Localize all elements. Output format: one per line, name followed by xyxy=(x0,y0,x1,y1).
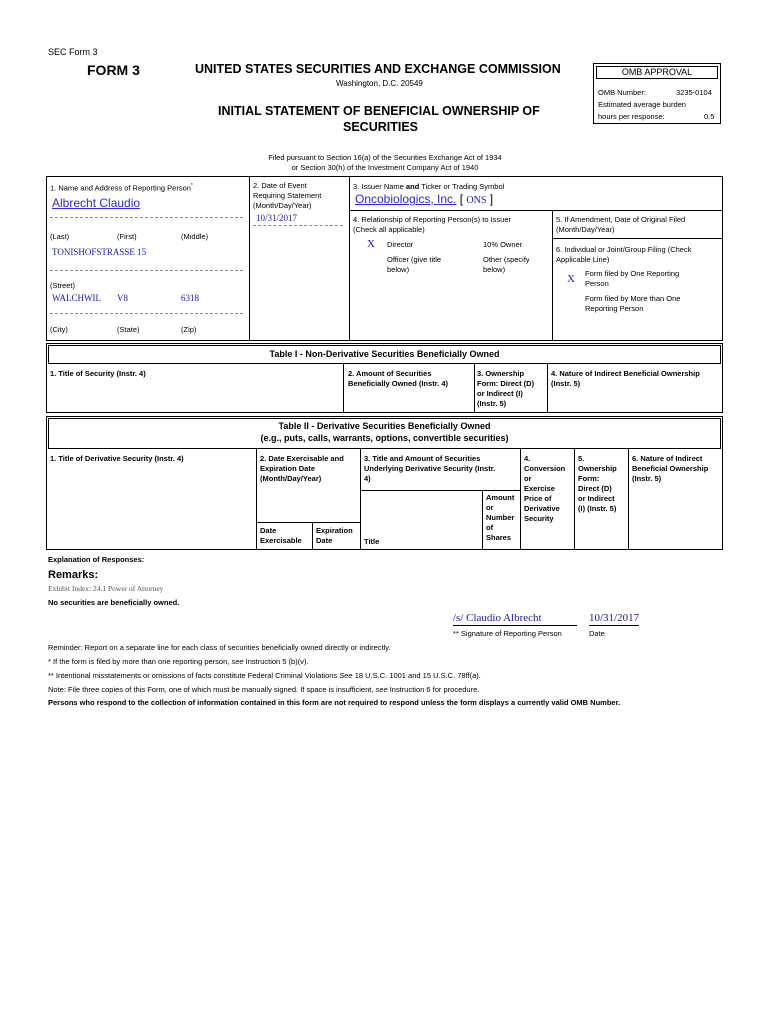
omb-number-label: OMB Number: xyxy=(598,88,646,97)
box5-label: 5. If Amendment, Date of Original Filed (Month/Day/Year) xyxy=(556,215,686,234)
signature-date-value: 10/31/2017 xyxy=(589,612,640,624)
agency-location: Washington, D.C. 20549 xyxy=(336,79,423,88)
director-check-mark: X xyxy=(367,238,375,250)
remarks-heading: Remarks: xyxy=(48,569,99,581)
state-label: (State) xyxy=(117,325,140,334)
event-date-value: 10/31/2017 xyxy=(256,213,298,223)
other-label: Other (specify below) xyxy=(483,255,530,274)
street-label: (Street) xyxy=(50,281,76,290)
director-label: Director xyxy=(387,240,414,249)
form-more-persons-label: Form filed by More than One Reporting Person xyxy=(585,294,681,313)
box1-label: 1. Name and Address of Reporting Person* xyxy=(50,183,193,193)
agency-title: UNITED STATES SECURITIES AND EXCHANGE COMMISSION xyxy=(195,62,561,76)
middle-label: (Middle) xyxy=(181,232,209,241)
table2-title-subheader: Title xyxy=(364,537,380,546)
one-person-check-mark: X xyxy=(567,273,575,285)
first-label: (First) xyxy=(117,232,137,241)
box6-label: 6. Individual or Joint/Group Filing (Check Applicable Line) xyxy=(556,245,692,264)
explanation-of-responses: Explanation of Responses: xyxy=(48,555,145,564)
sec-form-label: SEC Form 3 xyxy=(48,47,98,57)
ticker-value: ONS xyxy=(466,195,487,206)
city-value: WALCHWIL xyxy=(52,293,101,303)
table2-date-exercisable-header: Date Exercisable xyxy=(260,526,302,545)
city-label: (City) xyxy=(50,325,68,334)
table1-col1-header: 1. Title of Security (Instr. 4) xyxy=(50,369,146,378)
signature-label: ** Signature of Reporting Person xyxy=(453,629,562,638)
footnote-1: * If the form is filed by more than one reporting person, see Instruction 5 (b)(v). xyxy=(48,657,309,666)
table2-col5-header: 5. Ownership Form: Direct (D) or Indirect (I) (Instr. 5) xyxy=(578,454,617,513)
table2-amount-shares-header: Amount or Number of Shares xyxy=(486,493,515,542)
no-securities-remark: No securities are beneficially owned. xyxy=(48,598,180,607)
box4-label: 4. Relationship of Reporting Person(s) to Issuer (Check all applicable) xyxy=(353,215,511,234)
officer-label: Officer (give title below) xyxy=(387,255,442,274)
statement-title: INITIAL STATEMENT OF BENEFICIAL OWNERSHIP OF xyxy=(218,104,540,118)
exhibit-index: Exhibit Index: 24.1 Power of Attorney xyxy=(48,584,164,593)
form-title: FORM 3 xyxy=(87,62,140,78)
date-label: Date xyxy=(589,629,605,638)
form-one-person-label: Form filed by One Reporting Person xyxy=(585,269,680,288)
table2-col2-header: 2. Date Exercisable and Expiration Date (Month/Day/Year) xyxy=(260,454,344,483)
omb-burden-label: Estimated average burden xyxy=(598,100,686,109)
state-value: V8 xyxy=(117,293,128,303)
zip-value: 6318 xyxy=(181,293,199,303)
table2-expiration-date-header: Expiration Date xyxy=(316,526,353,545)
table2-title: Table II - Derivative Securities Beneficially Owned xyxy=(278,421,491,431)
omb-title: OMB APPROVAL xyxy=(621,67,693,77)
box2-label: 2. Date of Event Requiring Statement (Month/Day/Year) xyxy=(253,181,322,210)
ten-percent-owner-label: 10% Owner xyxy=(483,240,523,249)
filed-pursuant-line-2: or Section 30(h) of the Investment Company Act of 1940 xyxy=(291,163,479,172)
reporting-person-name-link[interactable]: Albrecht Claudio xyxy=(52,196,141,210)
omb-hours-value: 0.5 xyxy=(704,112,715,121)
table1-col4-header: 4. Nature of Indirect Beneficial Ownership (Instr. 5) xyxy=(551,369,700,388)
table2-subtitle: (e.g., puts, calls, warrants, options, convertible securities) xyxy=(260,433,509,443)
last-label: (Last) xyxy=(50,232,70,241)
box3-label: 3. Issuer Name and Ticker or Trading Symbol xyxy=(353,182,505,191)
issuer-line: Oncobiologics, Inc. [ ONS ] xyxy=(355,192,494,206)
omb-number-value: 3235-0104 xyxy=(676,88,712,97)
table1-col3-header: 3. Ownership Form: Direct (D) or Indirect (I) (Instr. 5) xyxy=(477,369,535,408)
table1-col2-header: 2. Amount of Securities Beneficially Owned (Instr. 4) xyxy=(348,369,449,388)
omb-hours-label: hours per response: xyxy=(598,112,665,121)
signature-value: /s/ Claudio Albrecht xyxy=(453,612,542,624)
issuer-name-link[interactable]: Oncobiologics, Inc. xyxy=(355,192,457,206)
table1-title: Table I - Non-Derivative Securities Beneficially Owned xyxy=(269,349,500,359)
table2-col6-header: 6. Nature of Indirect Beneficial Ownership (Instr. 5) xyxy=(632,454,709,483)
street-value: TONISHOFSTRASSE 15 xyxy=(52,247,147,257)
statement-title-2: SECURITIES xyxy=(343,120,419,134)
omb-persons-note: Persons who respond to the collection of information contained in this form are not required to respond unless the form displays a currently valid OMB Number. xyxy=(48,698,621,707)
zip-label: (Zip) xyxy=(181,325,197,334)
footnote-2: ** Intentional misstatements or omissions of facts constitute Federal Criminal Violations See 18 U.S.C. 1001 and 15 U.S.C. 78ff(a). xyxy=(48,671,481,680)
footnote-3: Note: File three copies of this Form, one of which must be manually signed. If space is insufficient, see Instruction 6 for procedure. xyxy=(48,685,480,694)
table2-col3-header: 3. Title and Amount of Securities Underlying Derivative Security (Instr. 4) xyxy=(364,454,496,483)
table2-col4-header: 4. Conversion or Exercise Price of Derivative Security xyxy=(524,454,566,523)
table2-col1-header: 1. Title of Derivative Security (Instr. 4) xyxy=(50,454,184,463)
reminder-note: Reminder: Report on a separate line for each class of securities beneficially owned directly or indirectly. xyxy=(48,643,391,652)
filed-pursuant-line-1: Filed pursuant to Section 16(a) of the Securities Exchange Act of 1934 xyxy=(268,153,502,162)
